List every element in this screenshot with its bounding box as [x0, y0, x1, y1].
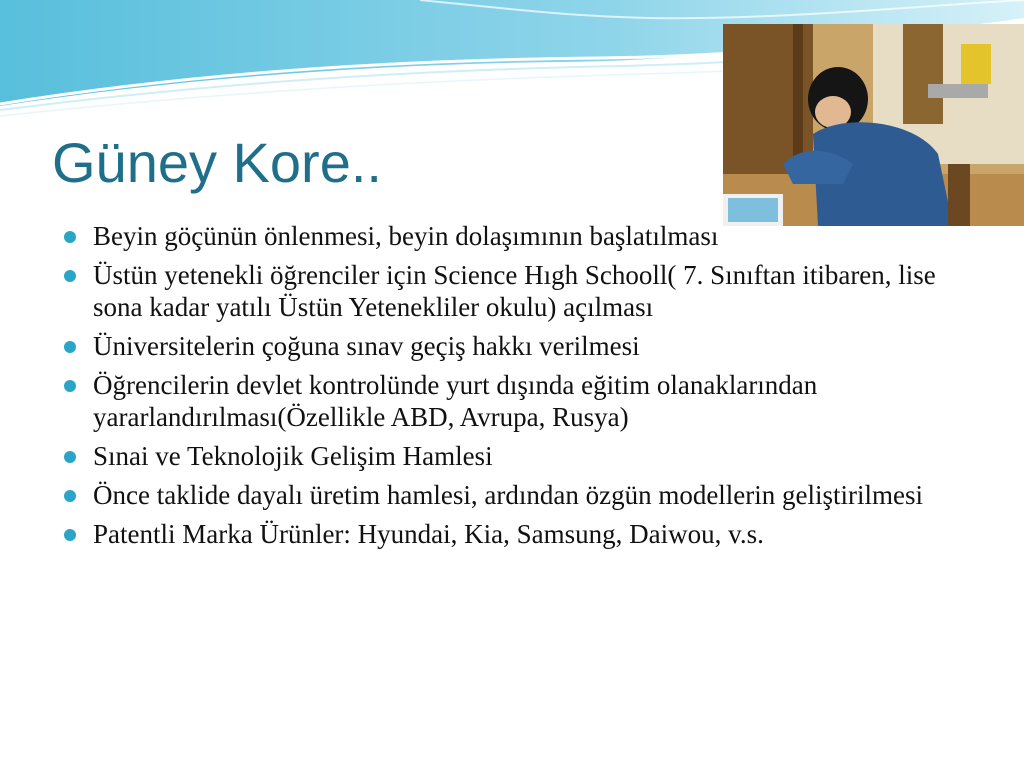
bullet-item	[64, 479, 984, 511]
bullet-dot-icon	[64, 529, 76, 541]
bullet-item	[64, 330, 984, 362]
bullet-text: Önce taklide dayalı üretim hamlesi, ardından özgün modellerin geliştirilmesi	[93, 480, 924, 510]
bullet-text: Üniversitelerin çoğuna sınav geçiş hakkı verilmesi	[93, 331, 640, 361]
bullet-text: Patentli Marka Ürünler: Hyundai, Kia, Samsung, Daiwou, v.s.	[93, 519, 764, 549]
bullet-text: Öğrencilerin devlet kontrolünde yurt dışında eğitim olanaklarından yararlandırılması(Özellikle ABD, Avrupa, Rusya)	[93, 370, 818, 432]
bullet-item	[64, 259, 984, 323]
bullet-text: Üstün yetenekli öğrenciler için Science Hıgh Schooll( 7. Sınıftan itibaren, lise sona kadar yatılı Üstün Yetenekliler okulu) açılması	[93, 260, 936, 322]
bullet-item	[64, 369, 984, 433]
bullet-dot-icon	[64, 490, 76, 502]
bullet-dot-icon	[64, 380, 76, 392]
slide-title: Güney Kore..	[52, 131, 382, 194]
bullet-dot-icon	[64, 270, 76, 282]
bullet-dot-icon	[64, 451, 76, 463]
bullet-dot-icon	[64, 231, 76, 243]
bullet-item	[64, 440, 984, 472]
bullet-item	[64, 220, 984, 252]
photo-student-sleeping-at-desk	[723, 24, 1024, 226]
bullet-list	[64, 220, 984, 557]
bullet-item	[64, 518, 984, 550]
bullet-dot-icon	[64, 341, 76, 353]
bullet-text: Sınai ve Teknolojik Gelişim Hamlesi	[93, 441, 493, 471]
bullet-text: Beyin göçünün önlenmesi, beyin dolaşımının başlatılması	[93, 221, 719, 251]
